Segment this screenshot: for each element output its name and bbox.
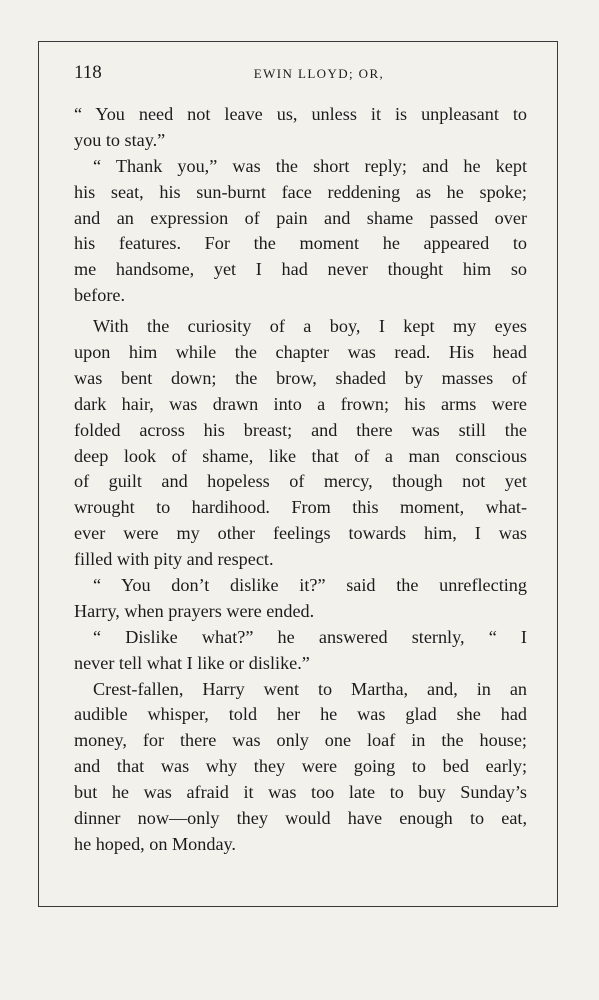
text-line: folded across his breast; and there was still the xyxy=(74,419,527,440)
text-line: With the curiosity of a boy, I kept my eyes xyxy=(93,316,527,337)
text-line: dark hair, was drawn into a frown; his arms were xyxy=(74,393,527,414)
body-text xyxy=(74,102,527,858)
text-line: “ You don’t dislike it?” said the unreflecting xyxy=(93,575,527,596)
text-line: his features. For the moment he appeared to xyxy=(74,233,527,254)
text-line: Crest-fallen, Harry went to Martha, and, in an xyxy=(93,678,527,699)
text-line: deep look of shame, like that of a man conscious xyxy=(74,445,527,466)
text-line: me handsome, yet I had never thought him so xyxy=(74,259,527,280)
text-line: “ Thank you,” was the short reply; and he kept xyxy=(93,155,527,176)
text-line: upon him while the chapter was read. His head xyxy=(74,342,527,363)
text-line: audible whisper, told her he was glad she had xyxy=(74,704,527,725)
text-line: “ You need not leave us, unless it is unpleasant to xyxy=(74,104,527,124)
text-line: before. xyxy=(74,285,125,306)
text-line: never tell what I like or dislike.” xyxy=(74,652,310,673)
text-line: money, for there was only one loaf in the house; xyxy=(74,730,527,751)
text-line: you to stay.” xyxy=(74,129,166,150)
running-title: EWIN LLOYD; OR, xyxy=(253,66,385,81)
text-line: dinner now—only they would have enough to eat, xyxy=(74,808,527,829)
text-line: “ Dislike what?” he answered sternly, “ I xyxy=(93,626,527,647)
text-line: of guilt and hopeless of mercy, though not yet xyxy=(74,471,527,492)
text-line: ever were my other feelings towards him, I was xyxy=(74,523,527,544)
text-line: filled with pity and respect. xyxy=(74,549,274,570)
text-line: was bent down; the brow, shaded by masses of xyxy=(74,367,527,388)
text-line: he hoped, on Monday. xyxy=(74,833,236,854)
page-number: 118 xyxy=(74,62,102,83)
text-line: and that was why they were going to bed early; xyxy=(74,756,527,777)
text-line: wrought to hardihood. From this moment, what- xyxy=(74,497,527,518)
text-line: Harry, when prayers were ended. xyxy=(74,600,315,621)
text-line: and an expression of pain and shame passed over xyxy=(74,207,527,228)
text-line: but he was afraid it was too late to buy Sunday’s xyxy=(74,782,527,803)
running-head xyxy=(74,62,524,88)
text-line: his seat, his sun-burnt face reddening as he spoke; xyxy=(74,181,527,202)
